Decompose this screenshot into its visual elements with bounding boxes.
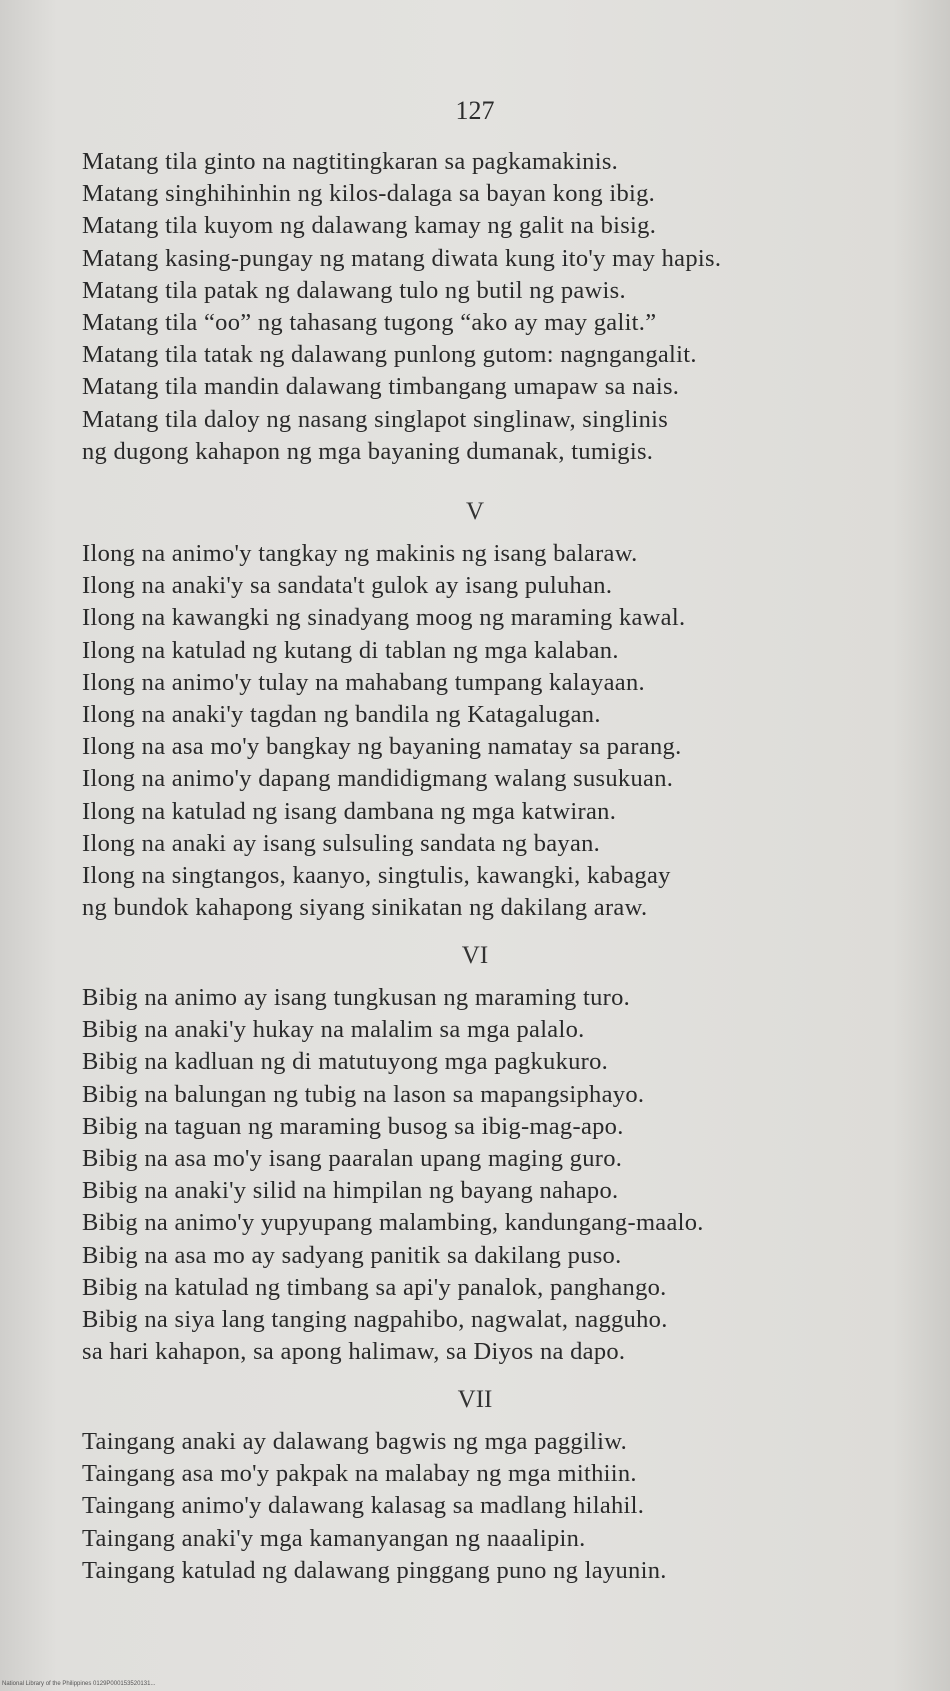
section-heading-v: V [465,498,485,525]
verse-line: Taingang anaki'y mga kamanyangan ng naaalipin. [82,1524,586,1552]
verse-line: Ilong na anaki'y tagdan ng bandila ng Katagalugan. [82,701,601,729]
verse-line: Bibig na siya lang tanging nagpahibo, nagwalat, nagguho. [82,1306,668,1334]
verse-line: Matang tila kuyom ng dalawang kamay ng galit na bisig. [82,212,657,240]
verse-line: Bibig na katulad ng timbang sa api'y panalok, panghango. [82,1273,667,1301]
verse-line: Matang tila tatak ng dalawang punlong gutom: nagngangalit. [82,341,697,369]
verse-line: Taingang animo'y dalawang kalasag sa madlang hilahil. [82,1492,645,1520]
verse-line: Bibig na kadluan ng di matutuyong mga pagkukuro. [82,1048,609,1076]
stanza-vii [82,1426,912,1587]
verse-line: Matang singhihinhin ng kilos-dalaga sa bayan kong ibig. [82,180,656,208]
library-footer: National Library of the Philippines 0129P000153520131... [2,1681,156,1687]
verse-line: Taingang anaki ay dalawang bagwis ng mga paggiliw. [82,1428,628,1455]
verse-line: Matang kasing-pungay ng matang diwata kung ito'y may hapis. [82,244,722,272]
section-heading-vii: VII [457,1386,493,1413]
verse-line: Matang tila mandin dalawang timbangang umapaw sa nais. [82,373,680,401]
section-heading-vi: VI [461,942,489,969]
verse-line: Ilong na katulad ng kutang di tablan ng mga kalaban. [82,636,619,664]
verse-line: sa hari kahapon, sa apong halimaw, sa Diyos na dapo. [82,1338,626,1366]
page-number: 127 [455,96,495,125]
verse-line: Bibig na balungan ng tubig na lason sa mapangsiphayo. [82,1080,645,1108]
stanza-v [82,538,912,924]
verse-line: Ilong na animo'y tangkay ng makinis ng isang balaraw. [82,540,638,567]
verse-line: Ilong na katulad ng isang dambana ng mga katwiran. [82,797,617,825]
verse-line: Ilong na anaki ay isang sulsuling sandata ng bayan. [82,829,601,857]
verse-line: Bibig na anaki'y hukay na malalim sa mga palalo. [82,1016,585,1044]
verse-line: ng bundok kahapong siyang sinikatan ng dakilang araw. [82,894,648,922]
verse-line: Bibig na asa mo'y isang paaralan upang maging guro. [82,1145,623,1173]
verse-line: Bibig na animo'y yupyupang malambing, kandungang-maalo. [82,1209,704,1237]
verse-line: Bibig na animo ay isang tungkusan ng maraming turo. [82,984,631,1011]
verse-line: Ilong na anaki'y sa sandata't gulok ay isang puluhan. [82,572,613,600]
verse-line: Bibig na taguan ng maraming busog sa ibig-mag-apo. [82,1112,624,1140]
verse-line: Taingang katulad ng dalawang pinggang puno ng layunin. [82,1556,667,1584]
verse-line: Ilong na asa mo'y bangkay ng bayaning namatay sa parang. [82,733,682,761]
verse-line: Matang tila patak ng dalawang tulo ng butil ng pawis. [82,276,626,304]
stanza-iv-tail [82,146,912,468]
verse-line: Ilong na kawangki ng sinadyang moog ng maraming kawal. [82,604,686,632]
verse-line: Taingang asa mo'y pakpak na malabay ng mga mithiin. [82,1460,637,1488]
stanza-vi [82,982,912,1368]
verse-line: Matang tila ginto na nagtitingkaran sa pagkamakinis. [82,148,619,175]
verse-line: Matang tila “oo” ng tahasang tugong “ako ay may galit.” [82,309,657,337]
verse-line: Bibig na asa mo ay sadyang panitik sa dakilang puso. [82,1241,622,1269]
verse-line: Ilong na animo'y dapang mandidigmang walang susukuan. [82,765,674,793]
verse-line: ng dugong kahapon ng mga bayaning dumanak, tumigis. [82,437,654,465]
verse-line: Matang tila daloy ng nasang singlapot singlinaw, singlinis [82,405,669,433]
verse-line: Ilong na animo'y tulay na mahabang tumpang kalayaan. [82,668,645,696]
verse-line: Bibig na anaki'y silid na himpilan ng bayang nahapo. [82,1177,619,1205]
verse-line: Ilong na singtangos, kaanyo, singtulis, kawangki, kabagay [82,862,671,890]
